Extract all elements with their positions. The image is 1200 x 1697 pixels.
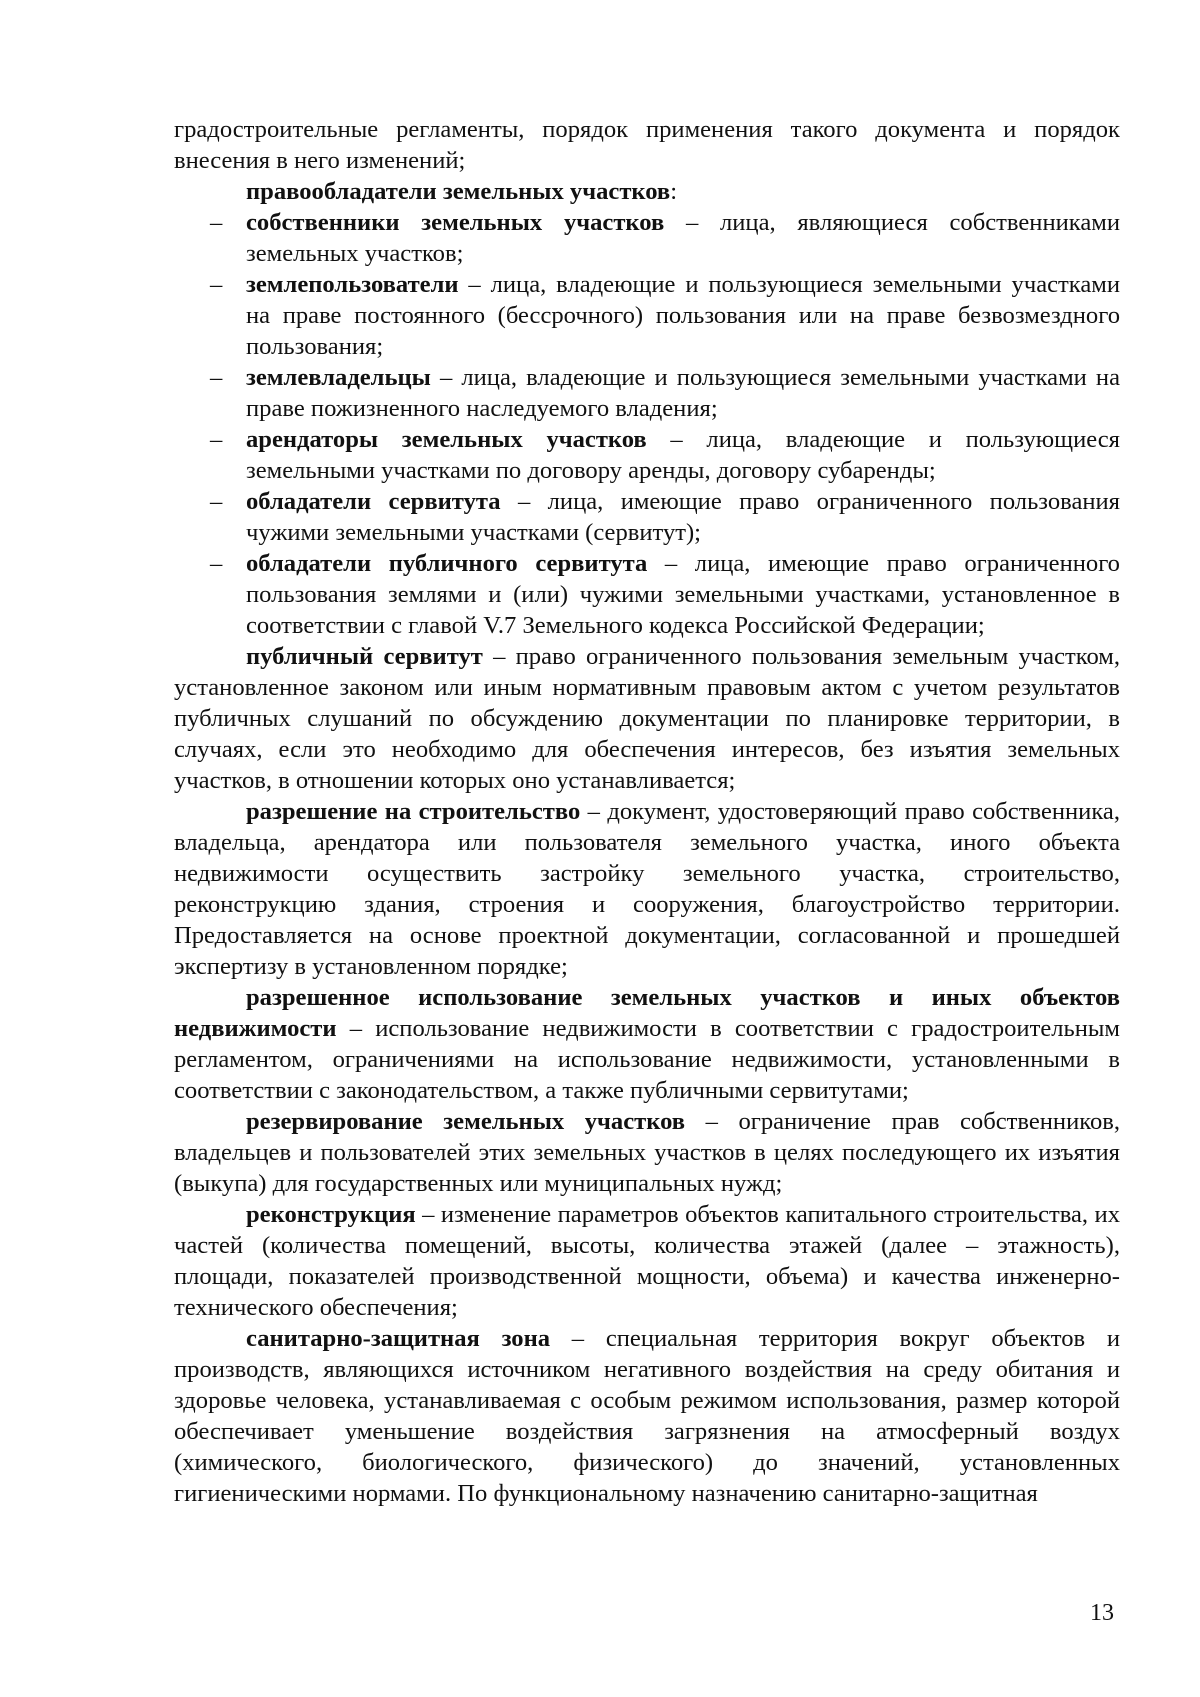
definition-term: санитарно-защитная зона	[246, 1325, 551, 1352]
holders-heading	[174, 176, 1120, 207]
definition-term: резервирование земельных участков	[246, 1108, 686, 1135]
holders-term: правообладатели земельных участков	[246, 178, 671, 205]
list-item-text: – лица, владеющие и пользующиеся земельными участками на праве пожизненного наследуемого владения;	[246, 364, 1120, 422]
list-item-term: землевладельцы	[246, 364, 431, 391]
list-item-text: – лица, имеющие право ограниченного пользования чужими земельными участками (сервитут);	[246, 488, 1120, 546]
definition-text: – специальная территория вокруг объектов и производств, являющихся источником негативного воздействия на среду обитания и здоровье человека, устанавливаемая с особым режимом использования, размер которой обеспечивает уменьшение воздействия загрязнения на атмосферный воздух (химического, биологического, физического) до значений, установленных гигиеническими нормами. По функциональному назначению санитарно-защитная	[174, 1325, 1121, 1507]
list-item	[174, 362, 1120, 424]
definition-term: публичный сервитут	[246, 643, 483, 670]
list-item-text: – лица, имеющие право ограниченного пользования землями и (или) чужими земельными участками, установленное в соответствии с главой V.7 Земельного кодекса Российской Федерации;	[246, 550, 1120, 639]
definition-paragraph	[174, 1106, 1120, 1199]
document-page	[174, 114, 1120, 1509]
definition-term: разрешенное использование земельных участков и иных объектов недвижимости	[174, 984, 1120, 1042]
definition-paragraph	[174, 1323, 1120, 1509]
dash-marker: –	[210, 550, 223, 577]
holders-list	[174, 207, 1120, 641]
list-item-term: обладатели публичного сервитута	[246, 550, 648, 577]
list-item-term: землепользователи	[246, 271, 459, 298]
list-item	[174, 548, 1120, 641]
page-number: 13	[1090, 1600, 1114, 1626]
intro-paragraph: градостроительные регламенты, порядок применения такого документа и порядок внесения в него изменений;	[174, 116, 1120, 174]
list-item	[174, 486, 1120, 548]
list-item-text: – лица, владеющие и пользующиеся земельными участками по договору аренды, договору субаренды;	[246, 426, 1120, 484]
definition-paragraph	[174, 796, 1120, 982]
definition-text: – документ, удостоверяющий право собственника, владельца, арендатора или пользователя земельного участка, иного объекта недвижимости осуществить застройку земельного участка, строительство, реконструкцию здания, строения и сооружения, благоустройство территории. Предоставляется на основе проектной документации, согласованной и прошедшей экспертизу в установленном порядке;	[174, 798, 1120, 980]
list-item-term: обладатели сервитута	[246, 488, 501, 515]
dash-marker: –	[210, 364, 223, 391]
definition-text: – использование недвижимости в соответствии с градостроительным регламентом, ограничениями на использование недвижимости, установленными в соответствии с законодательством, а также публичными сервитутами;	[174, 1015, 1120, 1104]
definition-term: реконструкция	[246, 1201, 416, 1228]
definition-paragraph	[174, 641, 1120, 796]
definition-text: – право ограниченного пользования земельным участком, установленное законом или иным нормативным правовым актом с учетом результатов публичных слушаний по обсуждению документации по планировке территории, в случаях, если это необходимо для обеспечения интересов, без изъятия земельных участков, в отношении которых оно устанавливается;	[174, 643, 1120, 794]
list-item-term: собственники земельных участков	[246, 209, 665, 236]
definition-text: – ограничение прав собственников, владельцев и пользователей этих земельных участков в целях последующего их изъятия (выкупа) для государственных или муниципальных нужд;	[174, 1108, 1120, 1197]
definition-text: – изменение параметров объектов капитального строительства, их частей (количества помещений, высоты, количества этажей (далее – этажность), площади, показателей производственной мощности, объема) и качества инженерно-технического обеспечения;	[174, 1201, 1120, 1321]
list-item	[174, 207, 1120, 269]
list-item-term: арендаторы земельных участков	[246, 426, 647, 453]
dash-marker: –	[210, 488, 223, 515]
definition-paragraph	[174, 982, 1120, 1106]
definition-paragraph	[174, 1199, 1120, 1323]
list-item	[174, 269, 1120, 362]
list-item-text: – лица, владеющие и пользующиеся земельными участками на праве постоянного (бессрочного) пользования или на праве безвозмездного пользования;	[246, 271, 1120, 360]
list-item-text: – лица, являющиеся собственниками земельных участков;	[246, 209, 1120, 267]
dash-marker: –	[210, 209, 223, 236]
definition-term: разрешение на строительство	[246, 798, 581, 825]
holders-suffix: :	[670, 178, 678, 205]
list-item	[174, 424, 1120, 486]
dash-marker: –	[210, 271, 223, 298]
dash-marker: –	[210, 426, 223, 453]
